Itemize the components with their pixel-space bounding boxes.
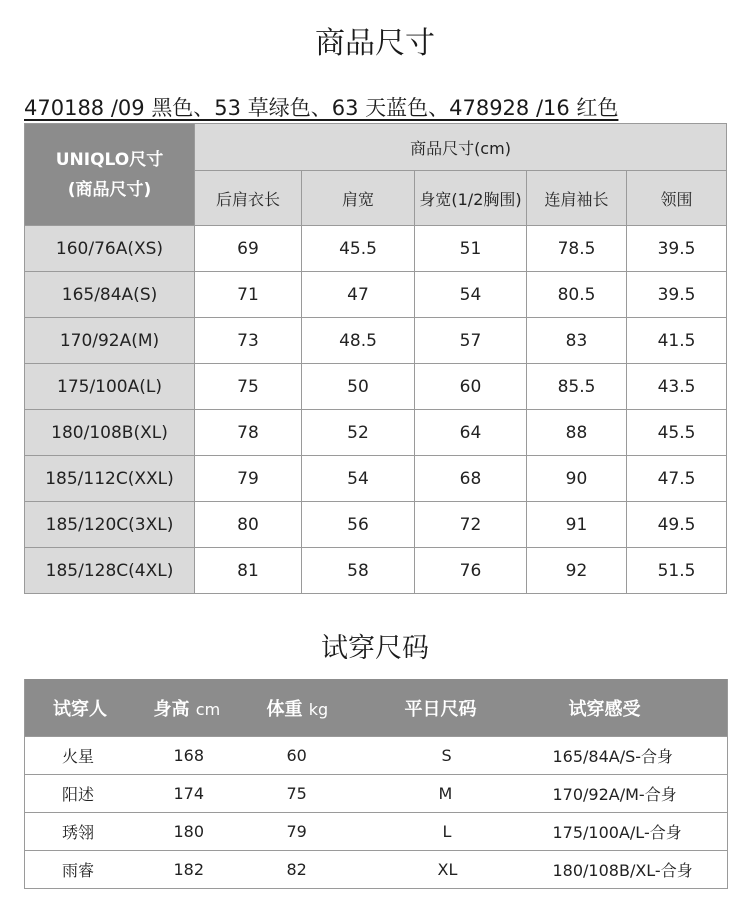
fit-header-height — [153, 679, 266, 737]
table-cell: 41.5 — [627, 318, 727, 364]
table-cell: 76 — [415, 548, 527, 594]
table-row — [25, 364, 727, 410]
fit-header-usual-size: 平日尺码 — [387, 679, 532, 737]
table-row — [25, 548, 727, 594]
table-cell: 47.5 — [627, 456, 727, 502]
size-label: 175/100A(L) — [25, 364, 195, 410]
fit-feeling: 170/92A/M-合身 — [532, 775, 728, 813]
table-cell: 47 — [302, 272, 415, 318]
table-cell: 49.5 — [627, 502, 727, 548]
fit-header-weight-label: 体重 — [266, 698, 303, 720]
fit-row — [25, 813, 728, 851]
size-label: 170/92A(M) — [25, 318, 195, 364]
fit-weight: 75 — [266, 775, 387, 813]
fit-row — [25, 737, 728, 775]
fit-header-height-unit: cm — [195, 699, 221, 719]
table-row — [25, 272, 727, 318]
measurement-group-header: 商品尺寸(cm) — [195, 124, 727, 171]
table-cell: 73 — [195, 318, 302, 364]
fit-feeling: 180/108B/XL-合身 — [532, 851, 728, 889]
fit-person: 阳述 — [25, 775, 153, 813]
table-cell: 80.5 — [527, 272, 627, 318]
table-row — [25, 410, 727, 456]
column-header: 肩宽 — [302, 171, 415, 226]
fit-row — [25, 775, 728, 813]
fit-usual-size: L — [387, 813, 532, 851]
fit-feeling: 165/84A/S-合身 — [532, 737, 728, 775]
fit-header-height-label: 身高 — [153, 698, 190, 720]
table-cell: 75 — [195, 364, 302, 410]
fit-weight: 82 — [266, 851, 387, 889]
table-cell: 58 — [302, 548, 415, 594]
table-cell: 85.5 — [527, 364, 627, 410]
fit-table — [24, 679, 728, 889]
fit-section-title: 试穿尺码 — [321, 633, 429, 664]
table-cell: 69 — [195, 226, 302, 272]
column-header: 连肩袖长 — [527, 171, 627, 226]
column-header: 后肩衣长 — [195, 171, 302, 226]
size-label: 160/76A(XS) — [25, 226, 195, 272]
table-row — [25, 226, 727, 272]
page-title: 商品尺寸 — [315, 26, 435, 61]
table-cell: 78 — [195, 410, 302, 456]
fit-weight: 79 — [266, 813, 387, 851]
fit-person: 火星 — [25, 737, 153, 775]
fit-height: 182 — [153, 851, 266, 889]
table-cell: 83 — [527, 318, 627, 364]
size-label: 185/128C(4XL) — [25, 548, 195, 594]
table-cell: 52 — [302, 410, 415, 456]
product-color-line: 470188 /09 黑色、53 草绿色、63 天蓝色、478928 /16 红色 — [24, 96, 619, 120]
table-cell: 91 — [527, 502, 627, 548]
size-table — [24, 123, 727, 594]
table-cell: 72 — [415, 502, 527, 548]
size-label: 165/84A(S) — [25, 272, 195, 318]
table-cell: 39.5 — [627, 226, 727, 272]
table-cell: 50 — [302, 364, 415, 410]
table-cell: 78.5 — [527, 226, 627, 272]
table-cell: 57 — [415, 318, 527, 364]
table-cell: 51 — [415, 226, 527, 272]
brand-size-label: UNIQLO尺寸 — [55, 149, 164, 170]
fit-weight: 60 — [266, 737, 387, 775]
fit-header-weight-unit: kg — [308, 699, 329, 719]
table-cell: 39.5 — [627, 272, 727, 318]
table-cell: 60 — [415, 364, 527, 410]
fit-height: 168 — [153, 737, 266, 775]
table-cell: 48.5 — [302, 318, 415, 364]
fit-usual-size: XL — [387, 851, 532, 889]
table-cell: 79 — [195, 456, 302, 502]
table-cell: 92 — [527, 548, 627, 594]
table-cell: 81 — [195, 548, 302, 594]
table-row — [25, 318, 727, 364]
fit-header-person: 试穿人 — [25, 679, 153, 737]
size-label: 185/112C(XXL) — [25, 456, 195, 502]
fit-height: 180 — [153, 813, 266, 851]
fit-header-weight — [266, 679, 387, 737]
table-cell: 45.5 — [302, 226, 415, 272]
table-cell: 45.5 — [627, 410, 727, 456]
fit-height: 174 — [153, 775, 266, 813]
table-row — [25, 456, 727, 502]
column-header: 领围 — [627, 171, 727, 226]
table-cell: 88 — [527, 410, 627, 456]
size-label: 180/108B(XL) — [25, 410, 195, 456]
fit-header-feeling: 试穿感受 — [532, 679, 728, 737]
table-cell: 80 — [195, 502, 302, 548]
fit-usual-size: S — [387, 737, 532, 775]
table-cell: 43.5 — [627, 364, 727, 410]
brand-size-sublabel: (商品尺寸) — [67, 179, 152, 200]
fit-person: 雨睿 — [25, 851, 153, 889]
fit-row — [25, 851, 728, 889]
table-cell: 64 — [415, 410, 527, 456]
table-row — [25, 502, 727, 548]
brand-size-header — [25, 124, 195, 226]
fit-feeling: 175/100A/L-合身 — [532, 813, 728, 851]
fit-usual-size: M — [387, 775, 532, 813]
size-label: 185/120C(3XL) — [25, 502, 195, 548]
fit-person: 琇翎 — [25, 813, 153, 851]
table-cell: 54 — [415, 272, 527, 318]
table-cell: 90 — [527, 456, 627, 502]
table-cell: 68 — [415, 456, 527, 502]
column-header: 身宽(1/2胸围) — [415, 171, 527, 226]
table-cell: 56 — [302, 502, 415, 548]
table-cell: 71 — [195, 272, 302, 318]
table-cell: 54 — [302, 456, 415, 502]
table-cell: 51.5 — [627, 548, 727, 594]
